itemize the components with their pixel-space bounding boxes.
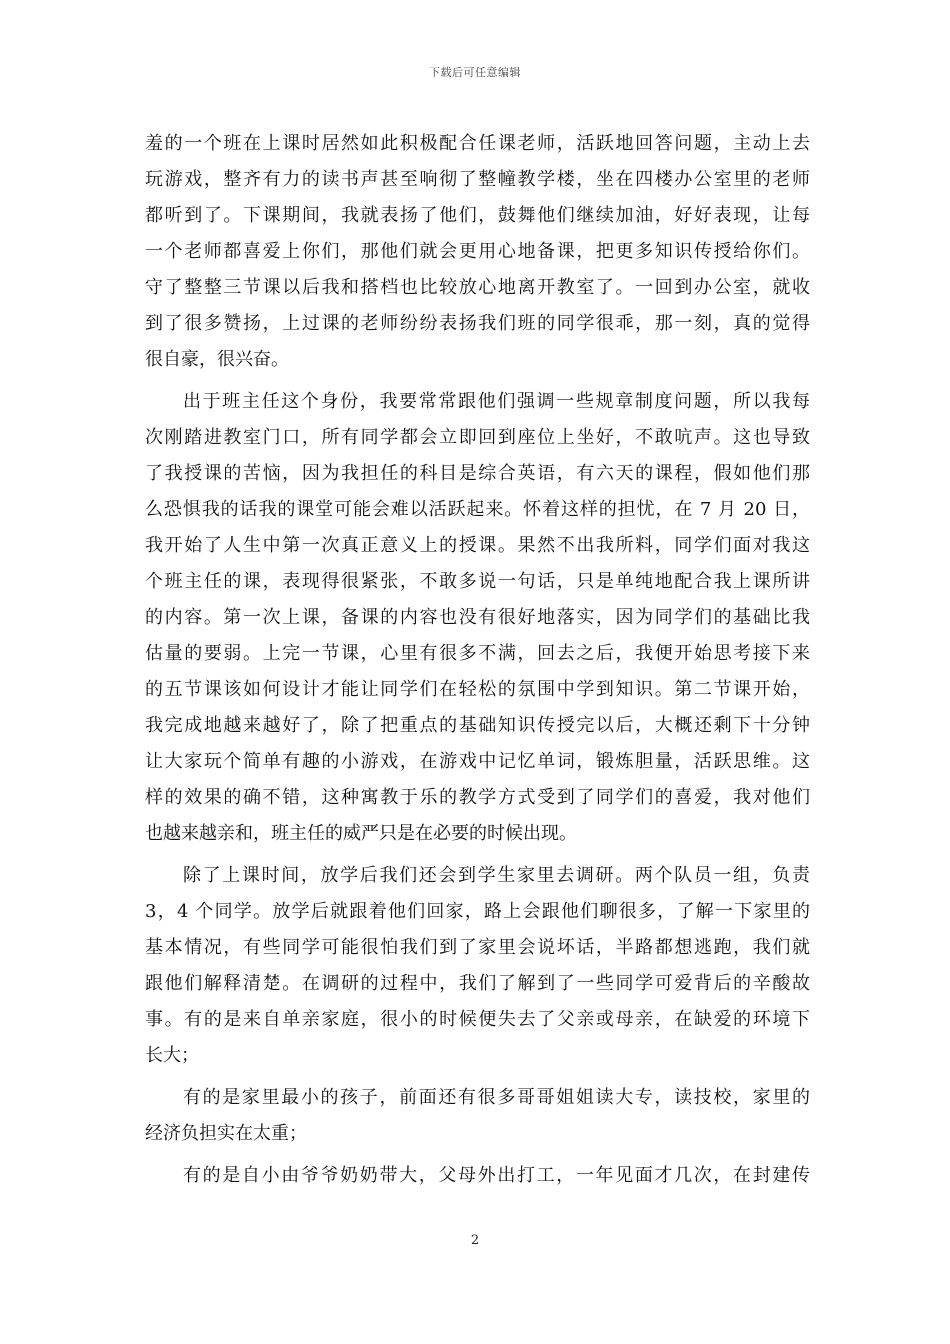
text-line: 玩游戏，整齐有力的读书声甚至响彻了整幢教学楼，坐在四楼办公室里的老师 — [145, 169, 810, 190]
text-line: 也越来越亲和，班主任的威严只是在必要的时候出现。 — [145, 823, 577, 844]
text-line: 次刚踏进教室门口，所有同学都会立即回到座位上坐好，不敢吭声。这也导致 — [145, 427, 810, 448]
text-line: 很自豪，很兴奋。 — [145, 349, 289, 370]
paragraph — [145, 126, 810, 378]
document-body — [145, 126, 810, 1194]
text-line: 个班主任的课，表现得很紧张，不敢多说一句话，只是单纯地配合我上课所讲 — [145, 571, 810, 592]
paragraph — [145, 384, 810, 852]
page-header: 下载后可任意编辑 — [429, 66, 521, 79]
text-line: 跟他们解释清楚。在调研的过程中，我们了解到了一些同学可爱背后的辛酸故 — [145, 973, 810, 994]
text-line: 有的是家里最小的孩子，前面还有很多哥哥姐姐读大专，读技校，家里的 — [183, 1087, 810, 1108]
text-line: 有的是自小由爷爷奶奶带大，父母外出打工，一年见面才几次，在封建传 — [183, 1165, 810, 1186]
text-line: 估量的要弱。上完一节课，心里有很多不满，回去之后，我便开始思考接下来 — [145, 643, 810, 664]
text-line: 除了上课时间，放学后我们还会到学生家里去调研。两个队员一组，负责 — [183, 865, 810, 886]
text-line: 出于班主任这个身份，我要常常跟他们强调一些规章制度问题，所以我每 — [183, 391, 810, 412]
text-line: 基本情况，有些同学可能很怕我们到了家里会说坏话，半路都想逃跑，我们就 — [145, 937, 810, 958]
text-line: 我开始了人生中第一次真正意义上的授课。果然不出我所料，同学们面对我这 — [145, 535, 810, 556]
text-line: 了我授课的苦恼，因为我担任的科目是综合英语，有六天的课程，假如他们那 — [145, 463, 810, 484]
paragraph — [145, 858, 810, 1074]
text-line: 都听到了。下课期间，我就表扬了他们，鼓舞他们继续加油，好好表现，让每 — [145, 205, 810, 226]
text-line: 让大家玩个简单有趣的小游戏，在游戏中记忆单词，锻炼胆量，活跃思维。这 — [145, 751, 810, 772]
text-line: 的内容。第一次上课，备课的内容也没有很好地落实，因为同学们的基础比我 — [145, 607, 810, 628]
text-line: 经济负担实在太重； — [145, 1123, 307, 1144]
text-line: 么恐惧我的话我的课堂可能会难以活跃起来。怀着这样的担忧，在 7 月 20 日， — [145, 499, 810, 520]
text-line: 3，4 个同学。放学后就跟着他们回家，路上会跟他们聊很多，了解一下家里的 — [145, 901, 810, 922]
text-line: 守了整整三节课以后我和搭档也比较放心地离开教室了。一回到办公室，就收 — [145, 277, 810, 298]
text-line: 羞的一个班在上课时居然如此积极配合任课老师，活跃地回答问题，主动上去 — [145, 133, 810, 154]
paragraph — [145, 1158, 810, 1194]
text-line: 一个老师都喜爱上你们，那他们就会更用心地备课，把更多知识传授给你们。 — [145, 241, 810, 262]
text-line: 事。有的是来自单亲家庭，很小的时候便失去了父亲或母亲，在缺爱的环境下 — [145, 1009, 810, 1030]
text-line: 长大； — [145, 1045, 199, 1066]
paragraph — [145, 1080, 810, 1152]
text-line: 到了很多赞扬，上过课的老师纷纷表扬我们班的同学很乖，那一刻，真的觉得 — [145, 313, 810, 334]
text-line: 我完成地越来越好了，除了把重点的基础知识传授完以后，大概还剩下十分钟 — [145, 715, 810, 736]
page-number: 2 — [470, 1233, 480, 1248]
text-line: 样的效果的确不错，这种寓教于乐的教学方式受到了同学们的喜爱，我对他们 — [145, 787, 810, 808]
text-line: 的五节课该如何设计才能让同学们在轻松的氛围中学到知识。第二节课开始， — [145, 679, 810, 700]
